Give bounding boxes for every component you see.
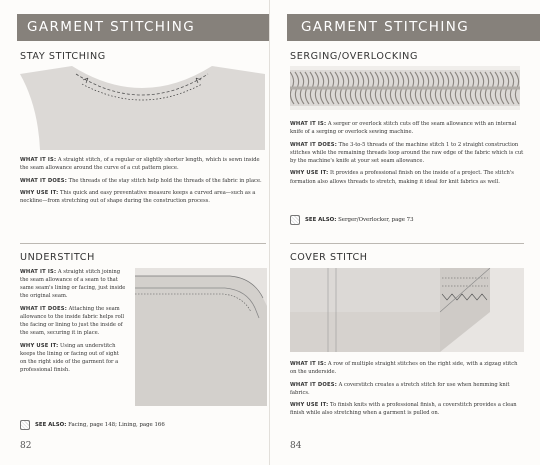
left-divider: [20, 243, 266, 244]
under-why-label: WHY USE IT:: [20, 342, 59, 349]
understitch-illustration: [135, 268, 267, 406]
under-see-also-label: SEE ALSO:: [35, 422, 67, 428]
right-page: [270, 0, 540, 465]
cover-what-is-label: WHAT IT IS:: [290, 361, 327, 367]
under-why-text: Using an understitch keeps the lining or facing out of sight on the right side of the garment for a professional finish.: [20, 342, 119, 374]
under-see-also-text: Facing, page 148; Lining, page 166: [68, 422, 165, 428]
stay-what-does-label: WHAT IT DOES:: [20, 177, 67, 184]
understitch-text: [20, 268, 126, 379]
stay-what-is-label: WHAT IT IS:: [20, 157, 57, 163]
stay-why-label: WHY USE IT:: [20, 190, 59, 197]
stay-what-does-text: The threads of the stay stitch help hold the threads of the fabric in place.: [68, 177, 262, 184]
serging-text: [290, 120, 524, 190]
cover-stitch-title: COVER STITCH: [290, 252, 368, 263]
understitch-see-also: [20, 420, 165, 430]
cover-stitch-text: [290, 360, 524, 422]
serging-see-also: [290, 215, 414, 225]
cover-what-is-text: A row of multiple straight stitches on the right side, with a zigzag stitch on the underside.: [290, 361, 518, 376]
serging-title: SERGING/OVERLOCKING: [290, 51, 418, 62]
cover-stitch-illustration: [290, 268, 524, 352]
cover-what-does-text: A coverstitch creates a stretch stitch for use when hemming knit fabrics.: [290, 381, 510, 396]
serging-see-also-text: Serger/Overlocker, page 73: [338, 217, 414, 223]
serging-why-text: It provides a professional finish on the inside of a project. The stitch's formation also allows threads to stretch, making it ideal for knit fabrics as well.: [290, 170, 514, 185]
stay-why-text: This quick and easy preventative measure keeps a curved area—such as a neckline—from stretching out of shape during the construction process.: [20, 190, 256, 205]
stay-stitching-text: [20, 156, 266, 210]
cover-what-does-label: WHAT IT DOES:: [290, 381, 337, 388]
right-page-number: 84: [290, 441, 302, 451]
right-page-header: GARMENT STITCHING: [287, 14, 540, 41]
cover-why-text: To finish knits with a professional finish, a coverstitch provides a clean finish while also stretching when a garment is pulled on.: [290, 402, 517, 417]
left-page-number: 82: [20, 441, 32, 451]
serging-why-label: WHY USE IT:: [290, 170, 329, 177]
under-what-is-text: A straight stitch joining the seam allowance of a seam to that same seam's lining or facing, just inside the original seam.: [20, 269, 126, 300]
serging-what-is-text: A serger or overlock stitch cuts off the seam allowance with an internal knife of a serging or overlock sewing machine.: [290, 121, 517, 136]
under-what-does-label: WHAT IT DOES:: [20, 305, 67, 312]
serging-see-also-label: SEE ALSO:: [305, 217, 337, 223]
spool-icon: [290, 215, 300, 225]
stay-what-is-text: A straight stitch, of a regular or slightly shorter length, which is sewn inside the seam allowance around the curve of a cut pattern piece.: [20, 157, 260, 172]
right-divider: [290, 243, 524, 244]
serging-what-is-label: WHAT IT IS:: [290, 121, 327, 127]
serging-what-does-label: WHAT IT DOES:: [290, 141, 337, 148]
stay-stitching-illustration: [20, 66, 265, 150]
serging-what-does-text: The 3-to-5 threads of the machine stitch 1 to 2 straight construction stitches while the remaining threads loop around the raw edge of the fabric which is cut by the machine's knife at your set seam allowance.: [290, 141, 524, 164]
serging-illustration: [290, 66, 520, 110]
under-what-is-label: WHAT IT IS:: [20, 269, 57, 275]
cover-why-label: WHY USE IT:: [290, 402, 329, 409]
stay-stitching-title: STAY STITCHING: [20, 51, 106, 62]
under-what-does-text: Attaching the seam allowance to the inside fabric helps roll the facing or lining to just the inside of the seam, securing it in place.: [20, 305, 125, 337]
understitch-title: UNDERSTITCH: [20, 252, 95, 263]
left-page-header: GARMENT STITCHING: [17, 14, 269, 41]
spool-icon: [20, 420, 30, 430]
